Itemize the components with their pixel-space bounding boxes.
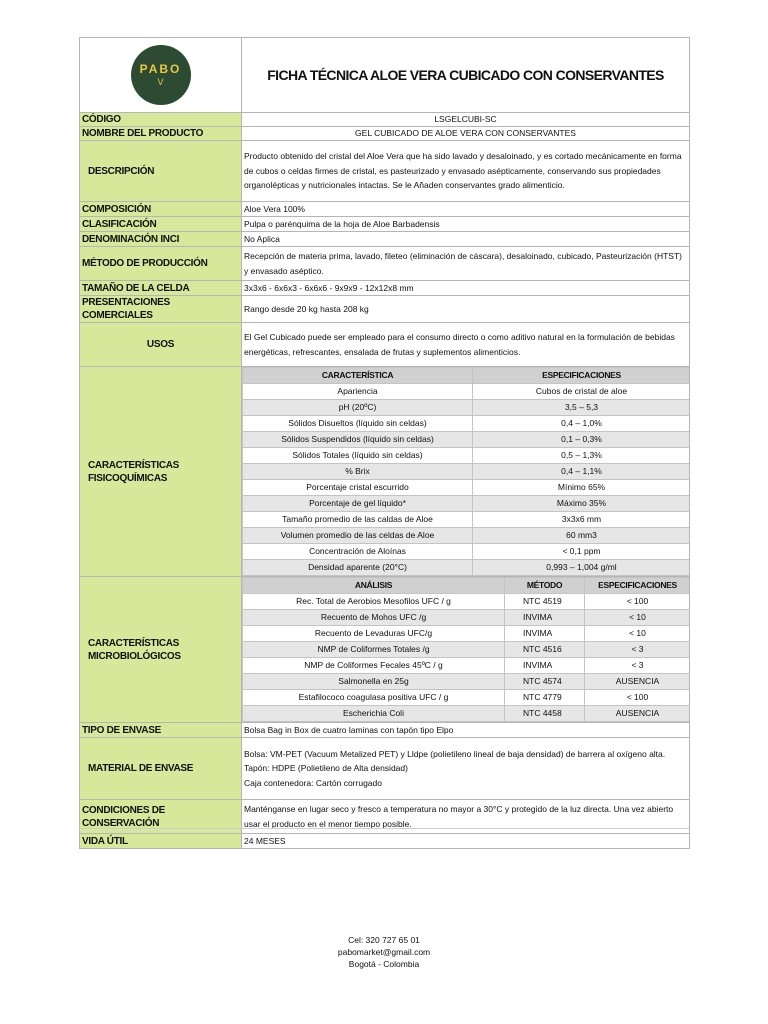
footer-divider xyxy=(79,828,689,829)
mb-metodo: INVIMA xyxy=(505,658,585,674)
fq-especificacion: 0,5 – 1,3% xyxy=(473,448,690,464)
microbiologicos-table xyxy=(242,577,690,722)
mb-row xyxy=(243,690,690,706)
value-material xyxy=(242,738,690,800)
fisicoquimicas-table xyxy=(242,367,690,576)
mb-analisis: NMP de Coliformes Totales /g xyxy=(243,642,505,658)
mb-analisis: Estafilococo coagulasa positiva UFC / g xyxy=(243,690,505,706)
mb-row xyxy=(243,674,690,690)
label-material xyxy=(80,738,242,800)
label-conservacion: CONDICIONES DE CONSERVACIÓN xyxy=(80,800,242,834)
label-codigo: CÓDIGO xyxy=(80,113,242,127)
material-line-caja: Caja contenedora: Cartón corrugado xyxy=(244,777,382,788)
label-inci: DENOMINACIÓN INCI xyxy=(80,232,242,247)
fq-caracteristica: Volumen promedio de las celdas de Aloe xyxy=(243,528,473,544)
label-usos: USOS xyxy=(80,323,242,367)
fq-row xyxy=(243,480,690,496)
label-microbiologicos-text: CARACTERÍSTICAS MICROBIOLÓGICOS xyxy=(88,637,181,662)
label-descripcion-text: DESCRIPCIÓN xyxy=(88,165,155,177)
label-descripcion xyxy=(80,141,242,202)
fq-caracteristica: Apariencia xyxy=(243,384,473,400)
mb-especificacion: < 3 xyxy=(585,642,690,658)
mb-header-analisis: ANÁLISIS xyxy=(243,578,505,594)
mb-analisis: NMP de Coliformes Fecales 45ºC / g xyxy=(243,658,505,674)
document-title: FICHA TÉCNICA ALOE VERA CUBICADO CON CONSERVANTES xyxy=(242,38,690,113)
fq-especificacion: Mínimo 65% xyxy=(473,480,690,496)
microbiologicos-rows xyxy=(243,594,690,722)
value-inci: No Aplica xyxy=(242,232,690,247)
mb-metodo: INVIMA xyxy=(505,610,585,626)
mb-row xyxy=(243,706,690,722)
fq-row xyxy=(243,400,690,416)
fisicoquimicas-rows xyxy=(243,384,690,576)
mb-especificacion: AUSENCIA xyxy=(585,674,690,690)
mb-especificacion: < 10 xyxy=(585,626,690,642)
pabo-logo xyxy=(131,45,191,105)
material-line-tapon: Tapón: HDPE (Polietileno de Alta densidad) xyxy=(244,763,408,774)
mb-analisis: Recuento de Levaduras UFC/g xyxy=(243,626,505,642)
value-vida-util: 24 MESES xyxy=(242,834,690,849)
fq-especificacion: 0,4 – 1,0% xyxy=(473,416,690,432)
mb-analisis: Recuento de Mohos UFC /g xyxy=(243,610,505,626)
mb-header-especificaciones: ESPECIFICACIONES xyxy=(585,578,690,594)
mb-row xyxy=(243,642,690,658)
label-fisicoquimicas xyxy=(80,367,242,577)
leaf-icon: V xyxy=(157,77,164,87)
mb-analisis: Rec. Total de Aerobios Mesofilos UFC / g xyxy=(243,594,505,610)
fisicoquimicas-cell xyxy=(242,367,690,577)
value-clasificacion: Pulpa o parénquima de la hoja de Aloe Barbadensis xyxy=(242,217,690,232)
mb-metodo: NTC 4574 xyxy=(505,674,585,690)
fq-caracteristica: Tamaño promedio de las caldas de Aloe xyxy=(243,512,473,528)
material-line-bolsa: Bolsa: VM-PET (Vacuum Metalized PET) y Lldpe (polietileno lineal de baja densidad) de barrera al oxígeno alta. xyxy=(244,748,666,759)
fq-row xyxy=(243,432,690,448)
fq-especificacion: 0,1 – 0,3% xyxy=(473,432,690,448)
fq-row xyxy=(243,448,690,464)
value-presentaciones: Rango desde 20 kg hasta 208 kg xyxy=(242,296,690,323)
technical-sheet xyxy=(79,37,689,849)
label-microbiologicos xyxy=(80,577,242,723)
fq-row xyxy=(243,416,690,432)
label-presentaciones: PRESENTACIONES COMERCIALES xyxy=(80,296,242,323)
fq-caracteristica: Porcentaje cristal escurrido xyxy=(243,480,473,496)
mb-metodo: NTC 4516 xyxy=(505,642,585,658)
mb-row xyxy=(243,594,690,610)
fq-row xyxy=(243,528,690,544)
fq-especificacion: 0,4 – 1,1% xyxy=(473,464,690,480)
fq-header-caracteristica: CARACTERÍSTICA xyxy=(243,368,473,384)
fq-especificacion: 3,5 – 5,3 xyxy=(473,400,690,416)
fq-especificacion: 3x3x6 mm xyxy=(473,512,690,528)
label-composicion: COMPOSICIÓN xyxy=(80,202,242,217)
fq-especificacion: < 0,1 ppm xyxy=(473,544,690,560)
mb-metodo: INVIMA xyxy=(505,626,585,642)
label-envase: TIPO DE ENVASE xyxy=(80,723,242,738)
footer xyxy=(0,934,768,970)
value-metodo: Recepción de materia prima, lavado, fileteo (eliminación de cáscara), desaloinado, cubicado, Pasteurización (HTST) y envasado aséptico. xyxy=(242,247,690,281)
mb-row xyxy=(243,610,690,626)
mb-header-metodo: MÉTODO xyxy=(505,578,585,594)
fq-caracteristica: Sólidos Suspendidos (líquido sin celdas) xyxy=(243,432,473,448)
logo-text: PABO xyxy=(139,62,182,76)
fq-row xyxy=(243,512,690,528)
microbiologicos-cell xyxy=(242,577,690,723)
mb-row xyxy=(243,626,690,642)
fq-caracteristica: Concentración de Aloínas xyxy=(243,544,473,560)
mb-especificacion: < 100 xyxy=(585,690,690,706)
fq-row xyxy=(243,544,690,560)
label-vida-util: VIDA ÚTIL xyxy=(80,834,242,849)
label-clasificacion: CLASIFICACIÓN xyxy=(80,217,242,232)
footer-phone: Cel: 320 727 65 01 xyxy=(348,935,420,945)
value-nombre: GEL CUBICADO DE ALOE VERA CON CONSERVANTES xyxy=(242,127,690,141)
spec-table xyxy=(79,37,690,849)
mb-especificacion: < 100 xyxy=(585,594,690,610)
label-nombre: NOMBRE DEL PRODUCTO xyxy=(80,127,242,141)
label-metodo: MÉTODO DE PRODUCCIÓN xyxy=(80,247,242,281)
label-tamano: TAMAÑO DE LA CELDA xyxy=(80,281,242,296)
logo-cell xyxy=(80,38,242,113)
fq-caracteristica: % Brix xyxy=(243,464,473,480)
value-codigo: LSGELCUBI-SC xyxy=(242,113,690,127)
mb-metodo: NTC 4458 xyxy=(505,706,585,722)
mb-row xyxy=(243,658,690,674)
label-material-text: MATERIAL DE ENVASE xyxy=(88,763,194,774)
value-usos: El Gel Cubicado puede ser empleado para el consumo directo o como aditivo natural en la formulación de bebidas energéticas, refrescantes, ensalada de frutas y suplementos alimenticios. xyxy=(242,323,690,367)
fq-row xyxy=(243,384,690,400)
fq-row xyxy=(243,464,690,480)
label-fisicoquimicas-text: CARACTERÍSTICAS FISICOQUÍMICAS xyxy=(88,459,180,484)
fq-especificacion: 0,993 – 1,004 g/ml xyxy=(473,560,690,576)
fq-row xyxy=(243,560,690,576)
mb-analisis: Salmonella en 25g xyxy=(243,674,505,690)
value-conservacion: Manténganse en lugar seco y fresco a temperatura no mayor a 30°C y protegido de la luz directa. Una vez abierto usar el producto en el menor tiempo posible. xyxy=(242,800,690,834)
fq-caracteristica: Porcentaje de gel líquido* xyxy=(243,496,473,512)
fq-row xyxy=(243,496,690,512)
mb-metodo: NTC 4519 xyxy=(505,594,585,610)
mb-especificacion: < 10 xyxy=(585,610,690,626)
value-descripcion: Producto obtenido del cristal del Aloe Vera que ha sido lavado y desaloinado, y es cortado mecánicamente en forma de cubos o celdas firmes de cristal, es pasteurizado y envasado asépticamente, conservando sus propiedades organolépticas y nutricionales intactas. Se le Añaden conservantes grado alimenticio. xyxy=(242,141,690,202)
footer-city: Bogotá - Colombia xyxy=(348,959,420,969)
fq-caracteristica: Sólidos Totales (líquido sin celdas) xyxy=(243,448,473,464)
mb-analisis: Escherichia Coli xyxy=(243,706,505,722)
mb-metodo: NTC 4779 xyxy=(505,690,585,706)
value-composicion: Aloe Vera 100% xyxy=(242,202,690,217)
value-envase: Bolsa Bag in Box de cuatro laminas con tapón tipo Elpo xyxy=(242,723,690,738)
value-tamano: 3x3x6 - 6x6x3 - 6x6x6 - 9x9x9 - 12x12x8 mm xyxy=(242,281,690,296)
fq-caracteristica: Densidad aparente (20°C) xyxy=(243,560,473,576)
fq-especificacion: Cubos de cristal de aloe xyxy=(473,384,690,400)
fq-especificacion: 60 mm3 xyxy=(473,528,690,544)
mb-especificacion: AUSENCIA xyxy=(585,706,690,722)
fq-caracteristica: Sólidos Disueltos (líquido sin celdas) xyxy=(243,416,473,432)
footer-email: pabomarket@gmail.com xyxy=(337,947,431,957)
fq-header-especificaciones: ESPECIFICACIONES xyxy=(473,368,690,384)
fq-caracteristica: pH (20ºC) xyxy=(243,400,473,416)
fq-especificacion: Máximo 35% xyxy=(473,496,690,512)
mb-especificacion: < 3 xyxy=(585,658,690,674)
